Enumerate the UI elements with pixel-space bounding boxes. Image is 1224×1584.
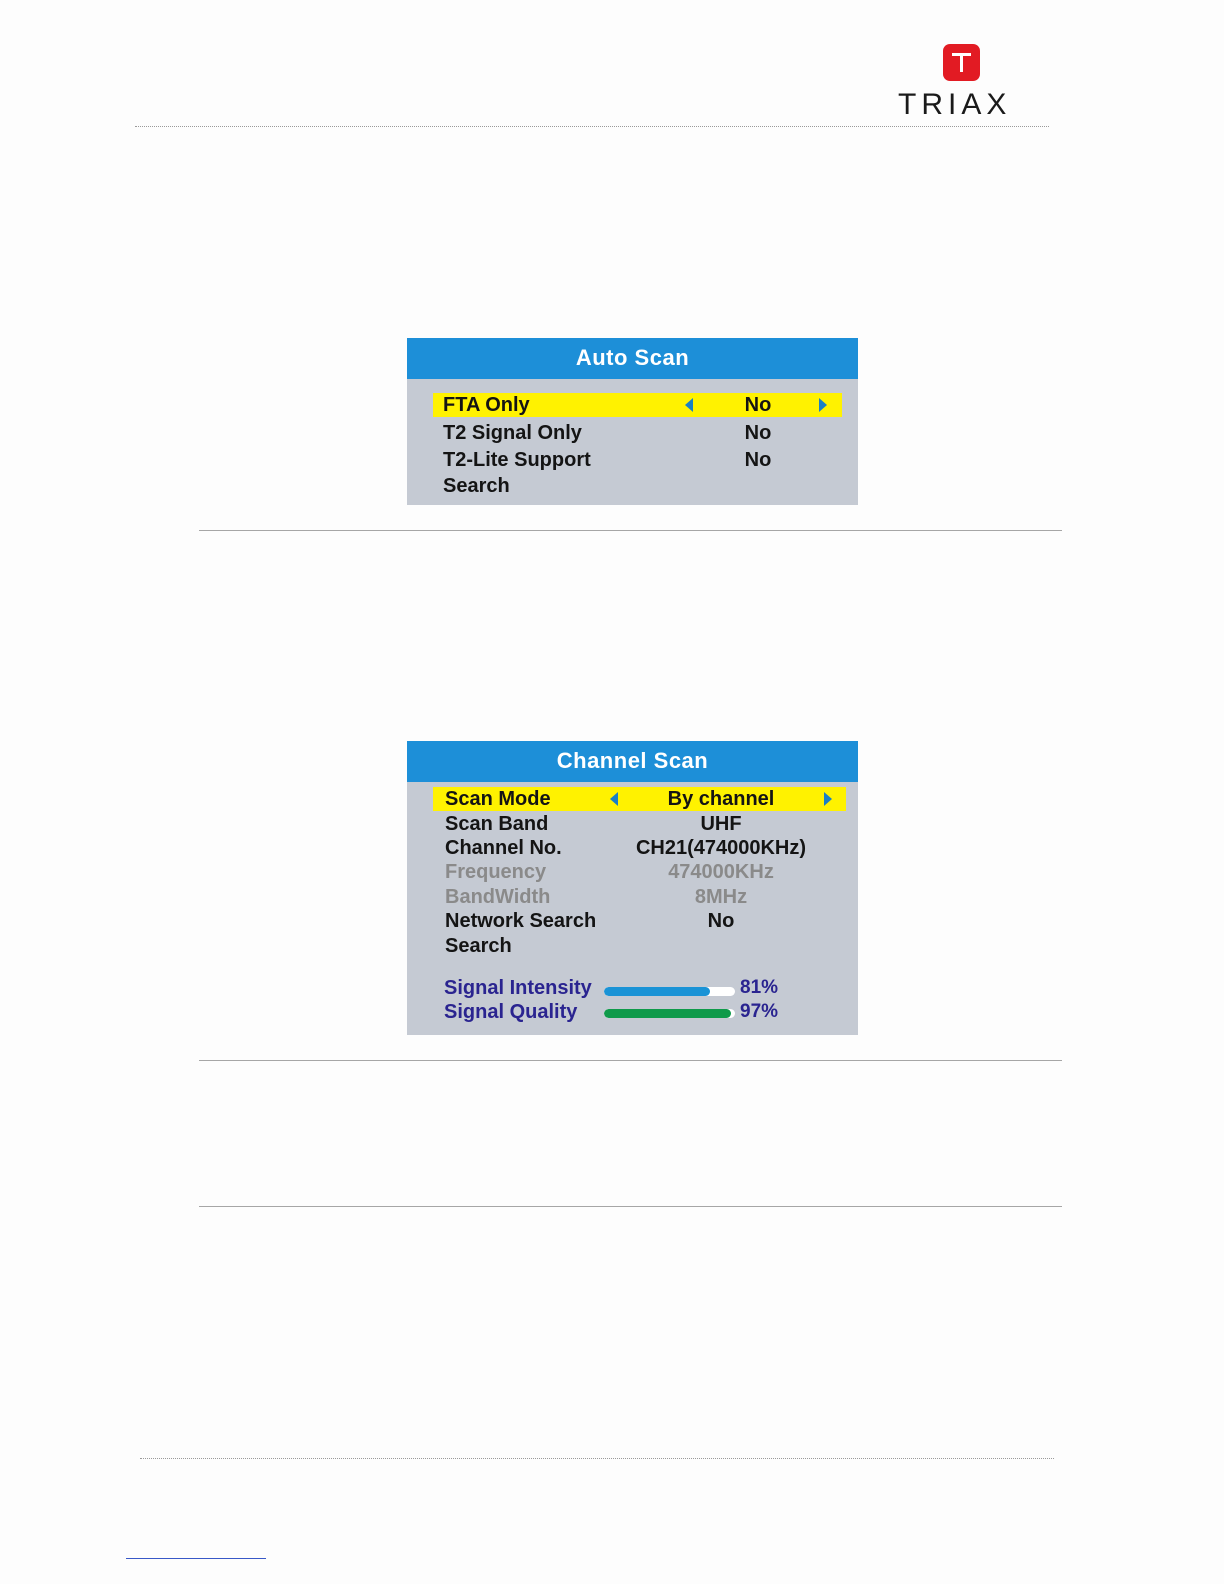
channel-scan-row-label: BandWidth <box>445 886 551 908</box>
signal-intensity-fill <box>604 987 710 996</box>
channel-scan-row-label: Search <box>445 935 512 957</box>
auto-scan-row-value: No <box>744 449 772 471</box>
channel-scan-panel <box>407 741 858 1035</box>
header-divider <box>135 126 1049 127</box>
channel-scan-row-value: By channel <box>667 788 775 810</box>
arrow-left-icon[interactable] <box>685 398 693 412</box>
footer-link-underline[interactable] <box>126 1558 266 1559</box>
section-divider <box>199 530 1062 531</box>
auto-scan-title: Auto Scan <box>407 338 858 379</box>
channel-scan-row-bandwidth <box>433 885 846 909</box>
signal-quality-label: Signal Quality <box>444 1001 578 1023</box>
channel-scan-row-frequency <box>433 860 846 884</box>
arrow-right-icon[interactable] <box>819 398 827 412</box>
auto-scan-row-value: No <box>744 422 772 444</box>
channel-scan-title: Channel Scan <box>407 741 858 782</box>
triax-wordmark: TRIAX <box>898 88 1012 121</box>
channel-scan-row-value: UHF <box>700 813 742 835</box>
channel-scan-row-label: Scan Band <box>445 813 549 835</box>
channel-scan-row-value: CH21(474000KHz) <box>635 837 807 859</box>
footer-divider <box>140 1458 1054 1459</box>
channel-scan-row-label: Frequency <box>445 861 547 883</box>
channel-scan-row-value: 8MHz <box>694 886 748 908</box>
auto-scan-row-fta-only[interactable] <box>433 393 842 417</box>
auto-scan-panel <box>407 338 858 505</box>
signal-intensity-value: 81% <box>740 977 779 998</box>
auto-scan-row-t2-lite-support[interactable] <box>433 448 842 472</box>
arrow-left-icon[interactable] <box>610 792 618 806</box>
triax-logo-mark-icon <box>943 44 980 81</box>
signal-quality-bar <box>604 1009 735 1018</box>
channel-scan-row-label: Network Search <box>445 910 597 932</box>
signal-intensity-label: Signal Intensity <box>444 977 592 999</box>
channel-scan-row-network-search[interactable] <box>433 909 846 933</box>
auto-scan-row-label: Search <box>443 475 510 497</box>
signal-intensity-bar <box>604 987 735 996</box>
channel-scan-row-scan-mode[interactable] <box>433 787 846 811</box>
auto-scan-row-t2-signal-only[interactable] <box>433 421 842 445</box>
signal-quality-value: 97% <box>740 1001 779 1022</box>
channel-scan-row-value: 474000KHz <box>668 861 774 883</box>
section-divider <box>199 1060 1062 1061</box>
channel-scan-row-label: Scan Mode <box>445 788 551 810</box>
arrow-right-icon[interactable] <box>824 792 832 806</box>
auto-scan-row-label: T2-Lite Support <box>443 449 591 471</box>
channel-scan-row-search[interactable] <box>433 934 846 958</box>
channel-scan-row-channel-no[interactable] <box>433 836 846 860</box>
channel-scan-row-scan-band[interactable] <box>433 812 846 836</box>
section-divider <box>199 1206 1062 1207</box>
auto-scan-row-search[interactable] <box>433 474 842 498</box>
channel-scan-row-label: Channel No. <box>445 837 562 859</box>
auto-scan-row-label: T2 Signal Only <box>443 422 582 444</box>
signal-quality-fill <box>604 1009 731 1018</box>
auto-scan-row-value: No <box>744 394 772 416</box>
auto-scan-row-label: FTA Only <box>443 394 530 416</box>
channel-scan-row-value: No <box>707 910 735 932</box>
triax-logo <box>898 44 1028 120</box>
